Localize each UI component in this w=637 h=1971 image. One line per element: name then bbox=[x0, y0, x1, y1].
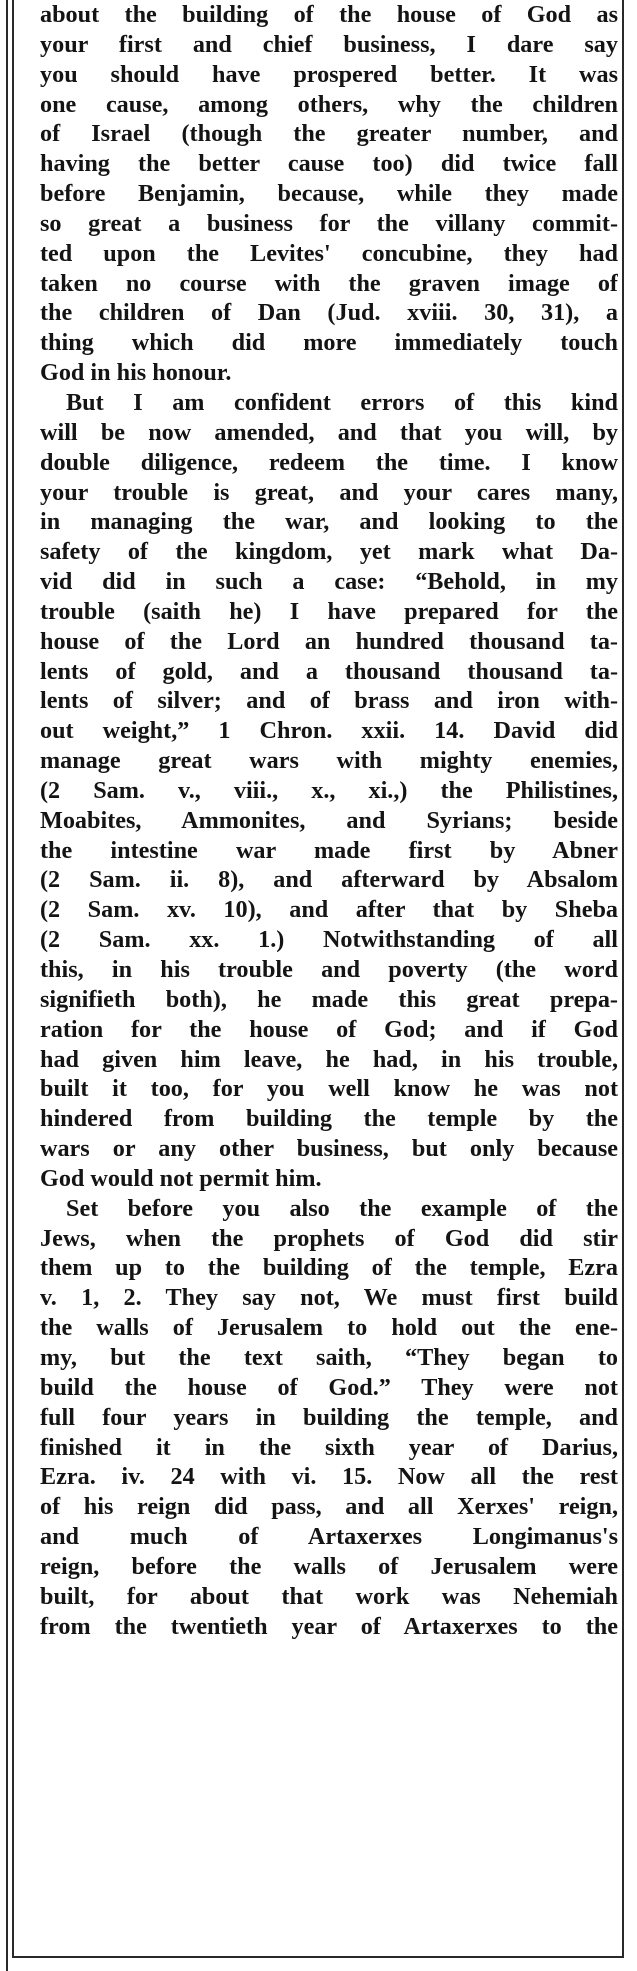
text-line: safety of the kingdom, yet mark what Da- bbox=[40, 538, 618, 566]
text-line: Set before you also the example of the bbox=[66, 1194, 618, 1222]
text-line: this, in his trouble and poverty (the word bbox=[40, 956, 618, 983]
text-line: manage great wars with mighty enemies, bbox=[40, 747, 618, 775]
text-line: (2 Sam. v., viii., x., xi.,) the Philistines, bbox=[40, 776, 618, 804]
column-rule-left-outer bbox=[6, 0, 8, 1971]
text-line: Moabites, Ammonites, and Syrians; beside bbox=[40, 806, 618, 834]
column-rule-bottom bbox=[12, 1956, 624, 1958]
text-line: in managing the war, and looking to the bbox=[40, 508, 618, 536]
text-line: vid did in such a case: “Behold, in my bbox=[40, 568, 618, 596]
text-line: v. 1, 2. They say not, We must first build bbox=[40, 1284, 618, 1312]
text-line: house of the Lord an hundred thousand ta- bbox=[40, 627, 618, 655]
text-line: taken no course with the graven image of bbox=[40, 269, 618, 297]
text-line: the intestine war made first by Abner bbox=[40, 836, 618, 864]
text-line: will be now amended, and that you will, by bbox=[40, 418, 618, 446]
text-line: ted upon the Levites' concubine, they had bbox=[40, 239, 618, 267]
text-line: having the better cause too) did twice fall bbox=[40, 150, 618, 178]
text-line: built it too, for you well know he was not bbox=[40, 1075, 618, 1103]
text-line: God would not permit him. bbox=[40, 1164, 322, 1192]
text-line: wars or any other business, but only because bbox=[40, 1135, 618, 1163]
text-line: you should have prospered better. It was bbox=[40, 60, 618, 88]
text-line: God in his honour. bbox=[40, 359, 232, 387]
text-line: build the house of God.” They were not bbox=[40, 1373, 618, 1401]
column-rule-left-inner bbox=[12, 0, 14, 1958]
text-line: had given him leave, he had, in his trouble, bbox=[40, 1045, 618, 1073]
text-line: (2 Sam. xv. 10), and after that by Sheba bbox=[40, 896, 618, 924]
text-line: about the building of the house of God as bbox=[40, 1, 618, 28]
text-line: Jews, when the prophets of God did stir bbox=[40, 1224, 618, 1252]
text-line: (2 Sam. ii. 8), and afterward by Absalom bbox=[40, 866, 618, 894]
text-line: from the twentieth year of Artaxerxes to the bbox=[40, 1612, 618, 1640]
text-line: out weight,” 1 Chron. xxii. 14. David did bbox=[40, 717, 618, 745]
text-line: thing which did more immediately touch bbox=[40, 329, 618, 357]
text-line: so great a business for the villany commit- bbox=[40, 209, 618, 237]
text-line: full four years in building the temple, and bbox=[40, 1403, 618, 1431]
text-line: trouble (saith he) I have prepared for the bbox=[40, 597, 618, 625]
text-line: and much of Artaxerxes Longimanus's bbox=[40, 1523, 618, 1551]
text-line: built, for about that work was Nehemiah bbox=[40, 1582, 618, 1610]
text-line: your first and chief business, I dare say bbox=[40, 30, 618, 58]
text-line: my, but the text saith, “They began to bbox=[40, 1343, 618, 1371]
text-line: your trouble is great, and your cares many, bbox=[40, 478, 618, 506]
text-line: But I am confident errors of this kind bbox=[66, 388, 618, 416]
text-line: one cause, among others, why the children bbox=[40, 90, 618, 118]
text-line: the walls of Jerusalem to hold out the ene- bbox=[40, 1314, 618, 1342]
text-line: double diligence, redeem the time. I know bbox=[40, 448, 618, 476]
text-line: finished it in the sixth year of Darius, bbox=[40, 1433, 618, 1461]
column-rule-right bbox=[622, 0, 624, 1958]
text-line: ration for the house of God; and if God bbox=[40, 1015, 618, 1043]
text-line: signifieth both), he made this great prepa- bbox=[40, 985, 618, 1013]
text-line: lents of gold, and a thousand thousand ta- bbox=[40, 657, 618, 685]
text-line: reign, before the walls of Jerusalem were bbox=[40, 1552, 618, 1580]
text-line: hindered from building the temple by the bbox=[40, 1105, 618, 1133]
text-line: lents of silver; and of brass and iron with- bbox=[40, 687, 618, 715]
text-line: before Benjamin, because, while they made bbox=[40, 180, 618, 208]
text-line: Ezra. iv. 24 with vi. 15. Now all the rest bbox=[40, 1463, 618, 1491]
text-line: (2 Sam. xx. 1.) Notwithstanding of all bbox=[40, 926, 618, 954]
text-line: of Israel (though the greater number, and bbox=[40, 120, 618, 148]
text-line: of his reign did pass, and all Xerxes' reign, bbox=[40, 1493, 618, 1521]
text-column bbox=[40, 0, 618, 1641]
text-line: the children of Dan (Jud. xviii. 30, 31), a bbox=[40, 299, 618, 327]
text-line: them up to the building of the temple, Ezra bbox=[40, 1254, 618, 1282]
